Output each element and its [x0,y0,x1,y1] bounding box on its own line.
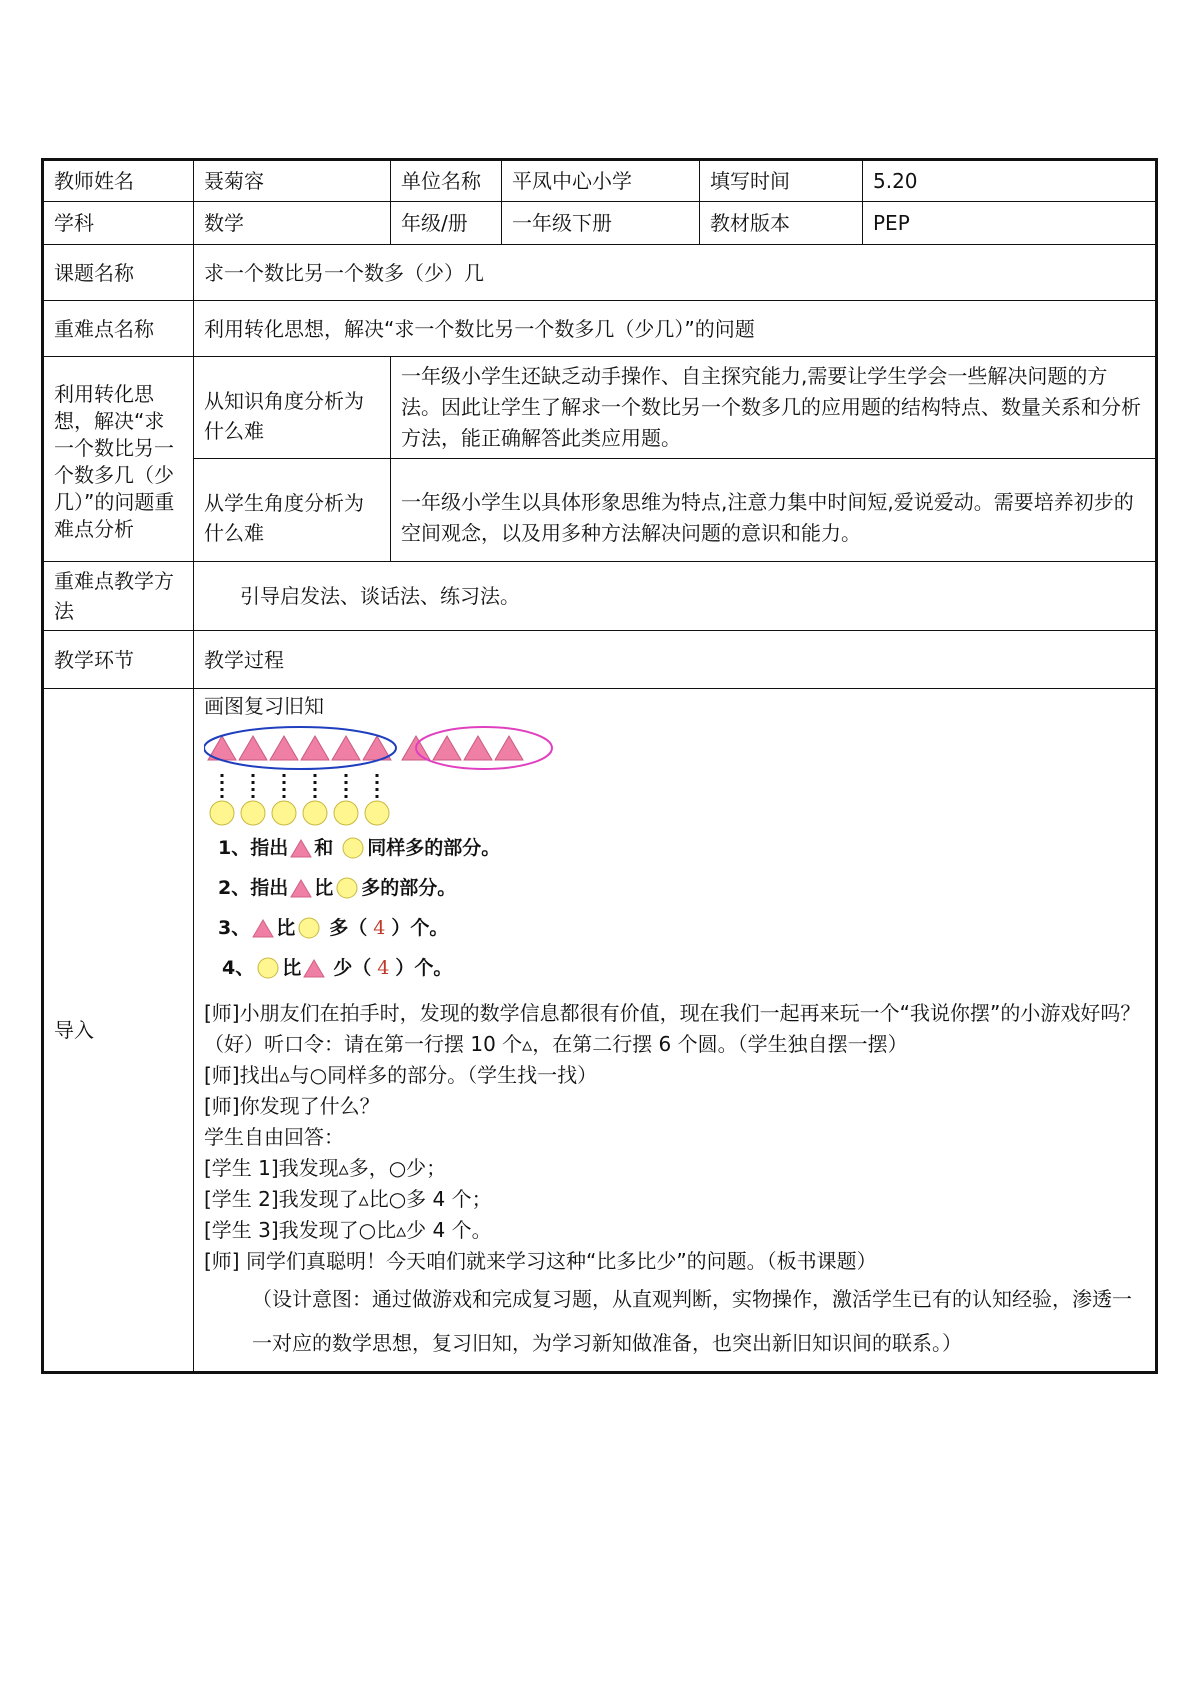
triangle-row [208,736,523,760]
question-3-tail: ）个。 [391,917,449,939]
triangle-icon [290,838,312,858]
circle-icon [297,917,321,939]
circle-icon [335,877,359,899]
analysis-row-student [43,459,1157,562]
lesson-plan-table [41,158,1158,1374]
circle-mark [365,801,389,825]
triangle-mark [301,736,329,760]
grade-label: 年级/册 [391,202,502,245]
circle-row [210,801,389,825]
triangle-icon [252,918,274,938]
question-4-prefix: 4、 [222,957,255,979]
question-4-answer: 4 [377,957,390,979]
process-header-row [43,631,1157,689]
date-value: 5.20 [863,160,1157,202]
process-label: 教学过程 [194,631,1157,689]
question-1-mid: 和 [314,837,334,859]
method-cell [194,562,1157,631]
question-3-answer: 4 [373,917,386,939]
date-label: 填写时间 [700,160,863,202]
unit-name: 平凤中心小学 [502,160,700,202]
question-4-verb: 少（ [333,957,372,979]
circle-mark [303,801,327,825]
dialogue-line: 学生自由回答： [204,1125,344,1149]
triangle-mark [239,736,267,760]
dialogue-line: [师] 同学们真聪明！今天咱们就来学习这种“比多比少”的问题。（板书课题） [204,1249,877,1273]
question-3 [204,908,1145,948]
dialogue-line: [学生 1]我发现▵多，○少； [204,1156,447,1180]
topic-label: 课题名称 [43,245,194,301]
method-value: 引导启发法、谈话法、练习法。 [240,584,520,608]
dialogue-line: [学生 2]我发现了▵比○多 4 个； [204,1187,492,1211]
circle-icon [256,957,280,979]
topic-row [43,245,1157,301]
info-row-1 [43,160,1157,202]
student-angle-label: 从学生角度分析为什么难 [194,459,391,562]
key-point-value: 利用转化思想，解决“求一个数比另一个数多几（少几）”的问题 [194,301,1157,357]
dialogue-line: [师]你发现了什么？ [204,1094,380,1118]
circle-icon [341,837,365,859]
knowledge-angle-text: 一年级小学生还缺乏动手操作、自主探究能力,需要让学生学会一些解决问题的方法。因此让学生了解求一个数比另一个数多几的应用题的结构特点、数量关系和分析方法，能正确解答此类应用题。 [391,357,1157,459]
dialogue-line: [师]小朋友们在拍手时，发现的数学信息都很有价值，现在我们一起再来玩一个“我说你摆”的小游戏好吗？（好）听口令：请在第一行摆 10 个▵，在第二行摆 6 个圆。（学生独自摆一摆） [204,1001,1141,1056]
question-1-prefix: 1、指出 [218,837,289,859]
info-row-2 [43,202,1157,245]
method-row [43,562,1157,631]
dialogue-line: [学生 3]我发现了○比▵少 4 个。 [204,1218,492,1242]
design-note: （设计意图：通过做游戏和完成复习题，从直观判断，实物操作，激活学生已有的认知经验，渗透一 一对应的数学思想，复习旧知，为学习新知做准备，也突出新旧知识间的联系。） [252,1287,1132,1355]
figure-title: 画图复习旧知 [204,694,324,718]
question-3-mid: 比 [276,917,296,939]
key-point-label: 重难点名称 [43,301,194,357]
circle-mark [210,801,234,825]
teacher-name: 聂菊容 [194,160,391,202]
subject-value: 数学 [194,202,391,245]
analysis-label: 利用转化思想，解决“求一个数比另一个数多几（少几）”的问题重难点分析 [43,357,194,562]
topic-value: 求一个数比另一个数多（少）几 [194,245,1157,301]
triangle-mark [433,736,461,760]
dotted-connectors [222,774,377,798]
question-1-tail: 同样多的部分。 [367,837,501,859]
question-3-prefix: 3、 [218,917,251,939]
question-2-prefix: 2、指出 [218,877,289,899]
circle-mark [334,801,358,825]
dialogue [204,998,1145,1365]
method-label: 重难点教学方法 [43,562,194,631]
intro-process [194,689,1157,1373]
triangle-icon [303,958,325,978]
question-3-verb: 多（ [329,917,368,939]
intro-row [43,689,1157,1373]
circle-mark [272,801,296,825]
grade-value: 一年级下册 [502,202,700,245]
question-4 [204,948,1145,988]
comparison-figure [204,724,1145,828]
analysis-row-knowledge [43,357,1157,459]
key-point-row [43,301,1157,357]
question-4-tail: ）个。 [395,957,453,979]
question-2 [204,868,1145,908]
intro-stage: 导入 [43,689,194,1373]
question-2-tail: 多的部分。 [361,877,457,899]
student-angle-text: 一年级小学生以具体形象思维为特点,注意力集中时间短,爱说爱动。需要培养初步的空间观念，以及用多种方法解决问题的意识和能力。 [391,459,1157,562]
question-4-mid: 比 [282,957,302,979]
dialogue-line: [师]找出▵与○同样多的部分。（学生找一找） [204,1063,598,1087]
edition-value: PEP [863,202,1157,245]
unit-label: 单位名称 [391,160,502,202]
equal-part-ellipse [204,727,396,769]
stage-label: 教学环节 [43,631,194,689]
triangle-mark [495,736,523,760]
triangle-circle-diagram [204,724,604,828]
edition-label: 教材版本 [700,202,863,245]
question-1 [204,828,1145,868]
knowledge-angle-label: 从知识角度分析为什么难 [194,357,391,459]
circle-mark [241,801,265,825]
triangle-mark [270,736,298,760]
triangle-icon [290,878,312,898]
subject-label: 学科 [43,202,194,245]
triangle-mark [464,736,492,760]
question-2-mid: 比 [314,877,334,899]
teacher-label: 教师姓名 [43,160,194,202]
triangle-mark [332,736,360,760]
